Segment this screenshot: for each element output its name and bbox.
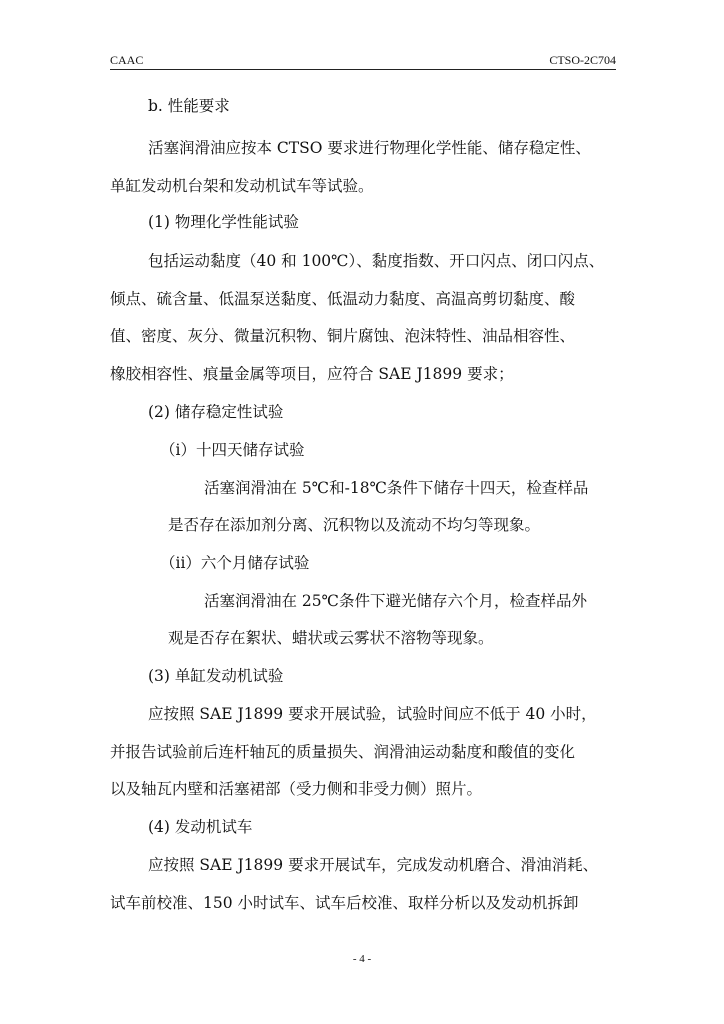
subsection-heading: (3) 单缸发动机试验 [148, 667, 284, 685]
subsection-heading: (1) 物理化学性能试验 [148, 213, 299, 231]
header-divider [110, 69, 616, 70]
item-heading: （i）十四天储存试验 [160, 441, 305, 459]
paragraph-line: 以及轴瓦内壁和活塞裙部（受力侧和非受力侧）照片。 [110, 780, 483, 798]
paragraph-line: 试车前校准、150 小时试车、试车后校准、取样分析以及发动机拆卸 [110, 894, 579, 912]
paragraph-line: 包括运动黏度（40 和 100℃）、黏度指数、开口闪点、闭口闪点、 [148, 252, 605, 270]
item-heading: （ii）六个月储存试验 [160, 554, 310, 572]
paragraph-line: 活塞润滑油应按本 CTSO 要求进行物理化学性能、储存稳定性、 [148, 139, 591, 157]
paragraph-line: 值、密度、灰分、微量沉积物、铜片腐蚀、泡沫特性、油品相容性、 [110, 327, 576, 345]
page-number: - 4 - [352, 953, 372, 965]
paragraph-line: 应按照 SAE J1899 要求开展试验，试验时间应不低于 40 小时， [148, 705, 597, 723]
paragraph-line: 并报告试验前后连杆轴瓦的质量损失、润滑油运动黏度和酸值的变化 [110, 743, 576, 761]
paragraph-line: 应按照 SAE J1899 要求开展试车，完成发动机磨合、滑油消耗、 [148, 856, 599, 874]
subsection-heading: (4) 发动机试车 [148, 818, 253, 836]
paragraph-line: 活塞润滑油在 25℃条件下避光储存六个月，检查样品外 [204, 592, 587, 610]
paragraph-line: 橡胶相容性、痕量金属等项目，应符合 SAE J1899 要求； [110, 365, 514, 383]
page-header [110, 52, 616, 70]
paragraph-line: 单缸发动机台架和发动机试车等试验。 [110, 177, 374, 195]
paragraph-line: 倾点、硫含量、低温泵送黏度、低温动力黏度、高温高剪切黏度、酸 [110, 290, 576, 308]
paragraph-line: 观是否存在絮状、蜡状或云雾状不溶物等现象。 [168, 629, 494, 647]
header-document-number: CTSO-2C704 [549, 53, 616, 67]
header-left-label: CAAC [110, 53, 144, 67]
section-heading: b. 性能要求 [148, 97, 230, 115]
subsection-heading: (2) 储存稳定性试验 [148, 403, 284, 421]
paragraph-line: 活塞润滑油在 5℃和-18℃条件下储存十四天，检查样品 [204, 479, 589, 497]
paragraph-line: 是否存在添加剂分离、沉积物以及流动不均匀等现象。 [168, 516, 541, 534]
